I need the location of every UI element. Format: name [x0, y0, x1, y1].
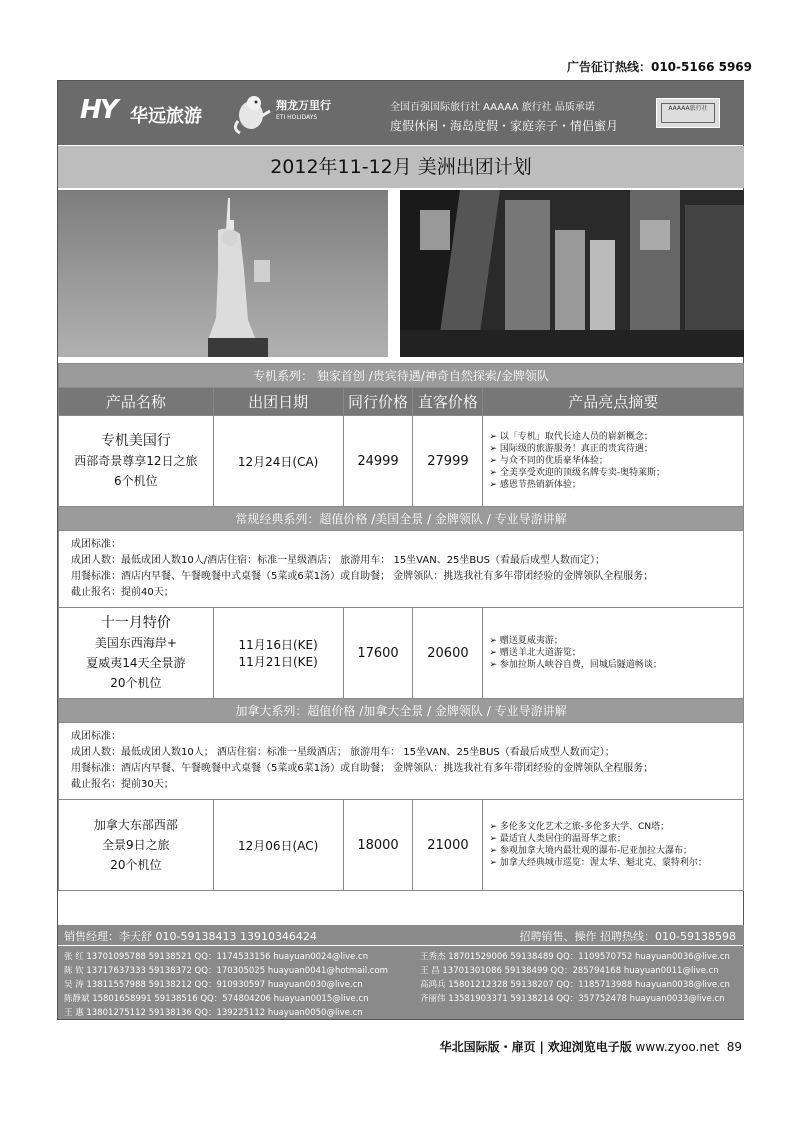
eti-sub: ETI HOLIDAYS	[276, 114, 318, 121]
product-name: 十一月特价 美国东西海岸+ 夏威夷14天全景游 20个机位	[59, 608, 214, 699]
highlights: ➢ 多伦多文化艺术之旅-多伦多大学、CN塔； ➢ 最适宜人类居住的温哥华之旅； ➢ 参观加拿大境内最壮观的瀑布-尼亚加拉大瀑布； ➢ 加拿大经典城市巡览：渥太华、魁北克、蒙特利尔；	[483, 800, 744, 891]
slogan: 欢迎浏览电子版	[547, 1040, 632, 1054]
edition-label: 华北国际版・扉页	[439, 1040, 536, 1054]
contact-list	[58, 946, 744, 1019]
standards-canada: 成团标准： 成团人数：最低成团人数10人； 酒店住宿：标准一星级酒店； 旅游用车： 15坐VAN、25坐BUS（看最后成型人数而定）； 用餐标准：酒店内早餐、午餐晚餐中式桌餐（5菜或6菜1汤）或自助餐； 金牌领队：挑选我社有多年带团经验的金牌领队全程服务； 截止报名：提前30天；	[59, 723, 744, 800]
page-footer	[440, 1038, 742, 1055]
dragon-mascot-icon	[230, 91, 272, 135]
product-name: 加拿大东部西部 全景9日之旅 20个机位	[59, 800, 214, 891]
contact-item: 张 红 13701095788 59138521 QQ：1174533156 huayuan0024@live.cn	[64, 952, 369, 962]
departure-date: 12月06日(AC)	[213, 800, 343, 891]
direct-price: 27999	[413, 416, 483, 507]
contacts-right	[420, 950, 730, 1006]
trade-price: 17600	[343, 608, 413, 699]
product-row	[59, 608, 744, 699]
direct-price: 21000	[413, 800, 483, 891]
eti-brand: 翔龙万里行	[276, 99, 331, 112]
direct-price: 20600	[413, 608, 483, 699]
section-classic: 常规经典系列：超值价格 /美国全景 / 金牌领队 / 专业导游讲解	[59, 507, 744, 531]
highlights: ➢ 赠送夏威夷游； ➢ 赠送羊北大道游览； ➢ 参加拉斯人峡谷自费，回城后隧道畅谈；	[483, 608, 744, 699]
section-canada: 加拿大系列：超值价格 /加拿大全景 / 金牌领队 / 专业导游讲解	[59, 699, 744, 723]
standards-us: 成团标准： 成团人数：最低成团人数10人/酒店住宿：标准一星级酒店； 旅游用车： 15坐VAN、25坐BUS（看最后成型人数而定）； 用餐标准：酒店内早餐、午餐晚餐中式桌餐（5菜或6菜1汤）或自助餐； 金牌领队：挑选我社有多年带团经验的金牌领队全程服务； 截止报名：提前40天；	[59, 531, 744, 608]
product-name: 专机美国行 西部奇景尊享12日之旅 6个机位	[59, 416, 214, 507]
sales-bar	[58, 925, 744, 945]
ad-hotline: 广告征订热线：010-5166 5969	[566, 60, 752, 74]
contact-item: 王 昌 13701301086 59138499 QQ：285794168 huayuan0011@live.cn	[420, 966, 719, 976]
hy-logo-icon: HY	[80, 95, 117, 125]
tagline-2: 度假休闲・海岛度假・家庭亲子・情侣蜜月	[390, 119, 619, 133]
section-charter: 专机系列： 独家首创 /贵宾待遇/神奇自然探索/金牌领队	[59, 364, 744, 388]
product-row	[59, 416, 744, 507]
contact-item: 王 惠 13801275112 59138136 QQ：139225112 huayuan0050@live.cn	[64, 1008, 363, 1018]
col-highlights: 产品亮点摘要	[483, 388, 744, 416]
col-direct-price: 直客价格	[413, 388, 483, 416]
trade-price: 24999	[343, 416, 413, 507]
contact-item: 王秀杰 18701529006 59138489 QQ：1109570752 huayuan0036@live.cn	[420, 952, 730, 962]
contact-item: 吴 涛 13811557988 59138212 QQ：910930597 huayuan0030@live.cn	[64, 980, 363, 990]
contacts-left	[64, 950, 388, 1020]
trade-price: 18000	[343, 800, 413, 891]
statue-of-liberty-photo	[58, 190, 388, 357]
sales-manager: 销售经理：李天舒 010-59138413 13910346424	[64, 930, 317, 943]
col-trade-price: 同行价格	[343, 388, 413, 416]
brand-header	[58, 81, 744, 145]
statue-of-liberty-icon	[58, 190, 388, 357]
brand-name: 华远旅游	[130, 106, 202, 127]
recruit-hotline: 招聘销售、操作 招聘热线：010-59138598	[519, 930, 736, 943]
page-title: 2012年11-12月 美洲出团计划	[58, 146, 744, 188]
contact-item: 高鸿兵 15801212328 59138207 QQ：1185713988 huayuan0038@live.cn	[420, 980, 730, 990]
contact-item: 陈静斌 15801658991 59138516 QQ：574804206 huayuan0015@live.cn	[64, 994, 369, 1004]
city-buildings-icon	[400, 190, 744, 357]
page-number: 89	[726, 1040, 742, 1054]
product-row	[59, 800, 744, 891]
tour-schedule-table	[58, 363, 744, 891]
col-departure-date: 出团日期	[213, 388, 343, 416]
website-link[interactable]: www.zyoo.net	[635, 1040, 720, 1054]
tagline-1: 全国百强国际旅行社 AAAAA 旅行社 品质承诺	[390, 102, 595, 113]
contact-item: 齐丽伟 13581903371 59138214 QQ：357752478 huayuan0033@live.cn	[420, 994, 725, 1004]
col-product-name: 产品名称	[59, 388, 214, 416]
contact-item: 陈 钦 13717637333 59138372 QQ：170305025 huayuan0041@hotmail.com	[64, 966, 388, 976]
departure-date: 12月24日(CA)	[213, 416, 343, 507]
highlights: ➢ 以「专机」取代长途人员的崭新概念； ➢ 国际级的旅游服务！真正的贵宾待遇； ➢ 与众不同的优质豪华体验； ➢ 全美享受欢迎的顶级名牌专卖-奥特莱斯； ➢ 感恩节热销新体验；	[483, 416, 744, 507]
divider: |	[539, 1040, 544, 1054]
departure-date: 11月16日(KE) 11月21日(KE)	[213, 608, 343, 699]
aaaaa-badge: AAAAA旅行社	[656, 98, 720, 128]
times-square-photo	[400, 190, 744, 357]
